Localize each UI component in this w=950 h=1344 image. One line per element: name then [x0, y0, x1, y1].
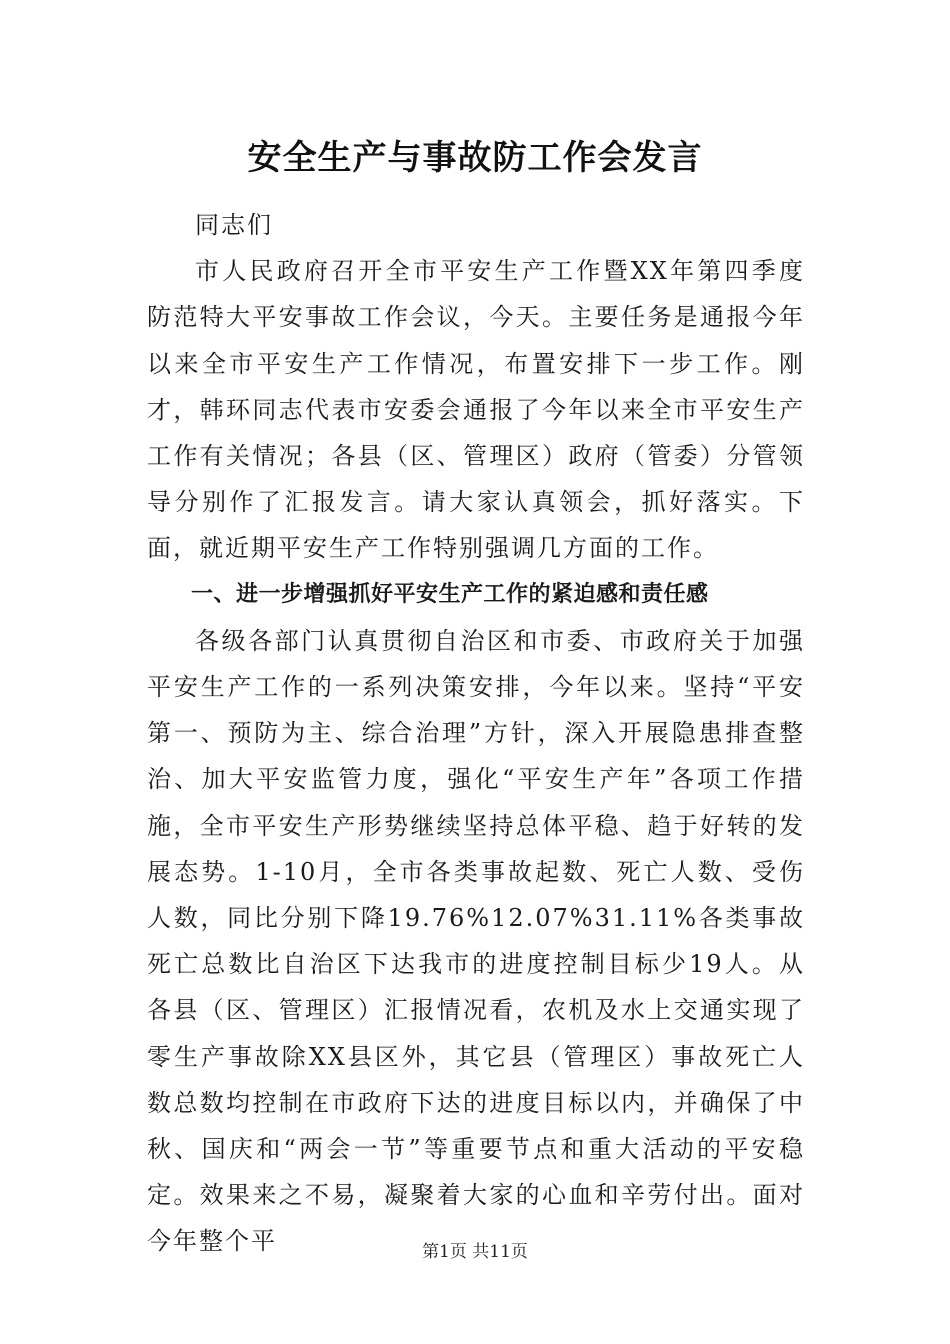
page-footer: 第1页 共11页 [422, 1242, 528, 1262]
section-paragraph: 各级各部门认真贯彻自治区和市委、市政府关于加强平安生产工作的一系列决策安排，今年以来。坚持“平安第一、预防为主、综合治理”方针，深入开展隐患排查整治、加大平安监管力度，强化“平安生产年”各项工作措施，全市平安生产形势继续坚持总体平稳、趋于好转的发展态势。1-10月，全市各类事故起数、死亡人数、受伤人数，同比分别下降19.76%12.07%31.11%各类事故死亡总数比自治区下达我市的进度控制目标少19人。从各县（区、管理区）汇报情况看，农机及水上交通实现了零生产事故除XX县区外，其它县（管理区）事故死亡人数总数均控制在市政府下达的进度目标以内，并确保了中秋、国庆和“两会一节”等重要节点和重大活动的平安稳定。效果来之不易，凝聚着大家的心血和辛劳付出。面对今年整个平 [147, 626, 805, 1256]
intro-paragraph: 市人民政府召开全市平安生产工作暨XX年第四季度防范特大平安事故工作会议，今天。主要任务是通报今年以来全市平安生产工作情况，布置安排下一步工作。刚才，韩环同志代表市安委会通报了今年以来全市平安生产工作有关情况；各县（区、管理区）政府（管委）分管领导分别作了汇报发言。请大家认真领会，抓好落实。下面，就近期平安生产工作特别强调几方面的工作。 [147, 257, 805, 563]
salutation: 同志们 [195, 211, 273, 239]
section-heading: 一、进一步增强抓好平安生产工作的紧迫感和责任感 [191, 581, 709, 607]
document-body [147, 202, 805, 1265]
document-title: 安全生产与事故防工作会发言 [247, 138, 703, 178]
